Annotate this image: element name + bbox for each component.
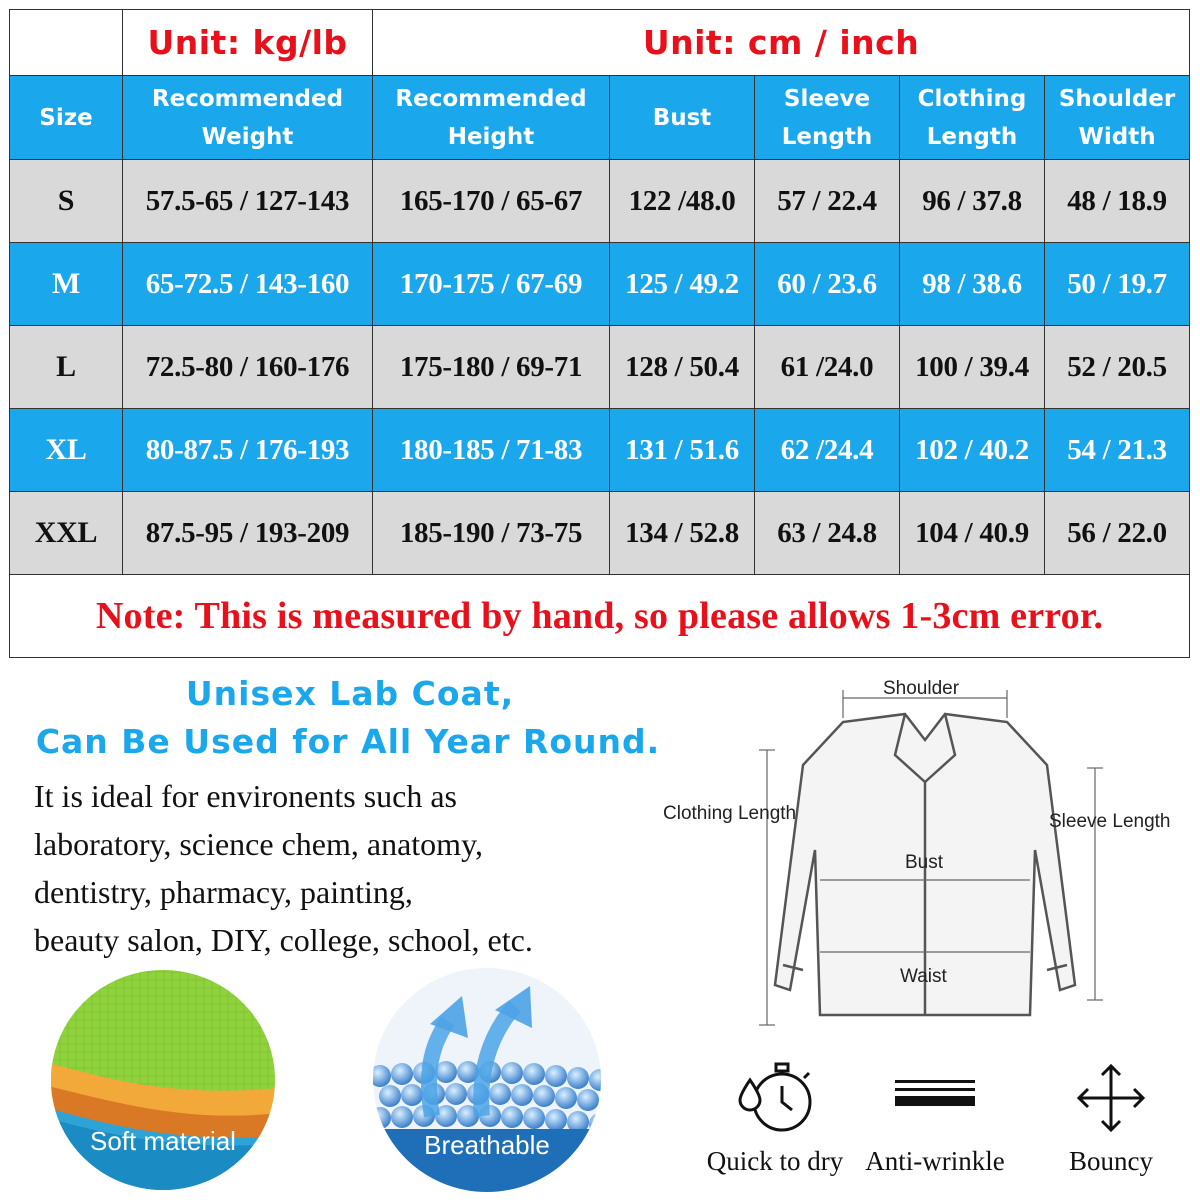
header-sleeve-line1: Sleeve [783, 85, 871, 112]
weight-cell: 87.5-95 / 193-209 [123, 492, 373, 575]
promo-line: dentistry, pharmacy, painting, [34, 874, 413, 910]
promo-title-line1: Unisex Lab Coat, [185, 674, 515, 713]
unit-weight-cell [123, 10, 373, 76]
header-weight [123, 76, 373, 160]
four-way-arrows-icon [1066, 1058, 1156, 1138]
header-bust: Bust [610, 76, 755, 160]
table-row [10, 326, 1190, 409]
note-cell [10, 575, 1190, 658]
header-height-line2: Height [447, 123, 535, 150]
bust-cell: 128 / 50.4 [610, 326, 755, 409]
bust-cell: 125 / 49.2 [610, 243, 755, 326]
promo-title-line2: Can Be Used for All Year Round. [35, 722, 661, 761]
jacket-measurement-diagram [655, 670, 1200, 1045]
flat-layers-icon [885, 1058, 985, 1138]
feature-quick-dry [700, 1058, 850, 1176]
blank-corner-cell [10, 10, 123, 76]
table-row [10, 409, 1190, 492]
header-clothing-line1: Clothing [917, 85, 1027, 112]
breathable-circle [370, 966, 604, 1194]
bust-cell: 134 / 52.8 [610, 492, 755, 575]
soft-material-label: Soft material [90, 1126, 236, 1156]
size-cell: M [10, 243, 123, 326]
breathable-label: Breathable [424, 1130, 550, 1160]
header-row [10, 76, 1190, 160]
header-sleeve-line2: Length [781, 123, 873, 150]
sleeve-cell: 57 / 22.4 [755, 160, 900, 243]
diagram-shoulder-label: Shoulder [883, 678, 960, 699]
bust-cell: 131 / 51.6 [610, 409, 755, 492]
diagram-sleeve-length-label: Sleeve Length [1049, 811, 1171, 832]
unit-length-cell [373, 10, 1190, 76]
header-sleeve [755, 76, 900, 160]
table-row [10, 160, 1190, 243]
header-height [373, 76, 610, 160]
header-clothing-line2: Length [926, 123, 1018, 150]
header-height-line1: Recommended [395, 85, 587, 112]
diagram-waist-label: Waist [900, 966, 947, 987]
weight-cell: 57.5-65 / 127-143 [123, 160, 373, 243]
header-shoulder-line2: Width [1078, 123, 1156, 150]
fabric-layers-icon [48, 968, 278, 1193]
table-row [10, 243, 1190, 326]
shoulder-cell: 56 / 22.0 [1045, 492, 1190, 575]
clothing-cell: 96 / 37.8 [900, 160, 1045, 243]
height-cell: 185-190 / 73-75 [373, 492, 610, 575]
height-cell: 170-175 / 67-69 [373, 243, 610, 326]
clothing-cell: 102 / 40.2 [900, 409, 1045, 492]
size-cell: XXL [10, 492, 123, 575]
promo-description [34, 772, 674, 964]
clothing-cell: 100 / 39.4 [900, 326, 1045, 409]
sleeve-cell: 60 / 23.6 [755, 243, 900, 326]
header-shoulder-line1: Shoulder [1058, 85, 1176, 112]
header-weight-line1: Recommended [151, 85, 344, 112]
sleeve-cell: 61 /24.0 [755, 326, 900, 409]
anti-wrinkle-label: Anti-wrinkle [865, 1146, 1005, 1176]
measurement-note: Note: This is measured by hand, so please allows 1-3cm error. [95, 595, 1104, 637]
sleeve-cell: 62 /24.4 [755, 409, 900, 492]
soft-material-circle [48, 968, 278, 1193]
promo-line: beauty salon, DIY, college, school, etc. [34, 922, 533, 958]
shoulder-cell: 48 / 18.9 [1045, 160, 1190, 243]
size-cell: S [10, 160, 123, 243]
promo-line: laboratory, science chem, anatomy, [34, 826, 483, 862]
header-shoulder [1045, 76, 1190, 160]
shoulder-cell: 52 / 20.5 [1045, 326, 1190, 409]
diagram-bust-label: Bust [905, 852, 944, 873]
unit-weight: Unit: kg/lb [147, 23, 348, 62]
header-clothing [900, 76, 1045, 160]
height-cell: 175-180 / 69-71 [373, 326, 610, 409]
weight-cell: 72.5-80 / 160-176 [123, 326, 373, 409]
bust-cell: 122 /48.0 [610, 160, 755, 243]
diagram-clothing-length-label: Clothing Length [663, 803, 797, 824]
unit-length: Unit: cm / inch [642, 23, 920, 62]
note-row [10, 575, 1190, 658]
promo-line: It is ideal for environents such as [34, 778, 457, 814]
feature-anti-wrinkle [860, 1058, 1010, 1176]
bouncy-label: Bouncy [1069, 1146, 1153, 1176]
clothing-cell: 104 / 40.9 [900, 492, 1045, 575]
clothing-cell: 98 / 38.6 [900, 243, 1045, 326]
shoulder-cell: 50 / 19.7 [1045, 243, 1190, 326]
header-size: Size [10, 76, 123, 160]
shoulder-cell: 54 / 21.3 [1045, 409, 1190, 492]
stopwatch-droplet-icon [730, 1058, 820, 1138]
unit-row [10, 10, 1190, 76]
size-cell: XL [10, 409, 123, 492]
size-chart-table [9, 9, 1190, 658]
height-cell: 165-170 / 65-67 [373, 160, 610, 243]
height-cell: 180-185 / 71-83 [373, 409, 610, 492]
header-weight-line2: Weight [201, 123, 294, 150]
weight-cell: 65-72.5 / 143-160 [123, 243, 373, 326]
feature-bouncy [1036, 1058, 1186, 1176]
table-row [10, 492, 1190, 575]
quick-dry-label: Quick to dry [706, 1146, 844, 1176]
weight-cell: 80-87.5 / 176-193 [123, 409, 373, 492]
sleeve-cell: 63 / 24.8 [755, 492, 900, 575]
size-cell: L [10, 326, 123, 409]
